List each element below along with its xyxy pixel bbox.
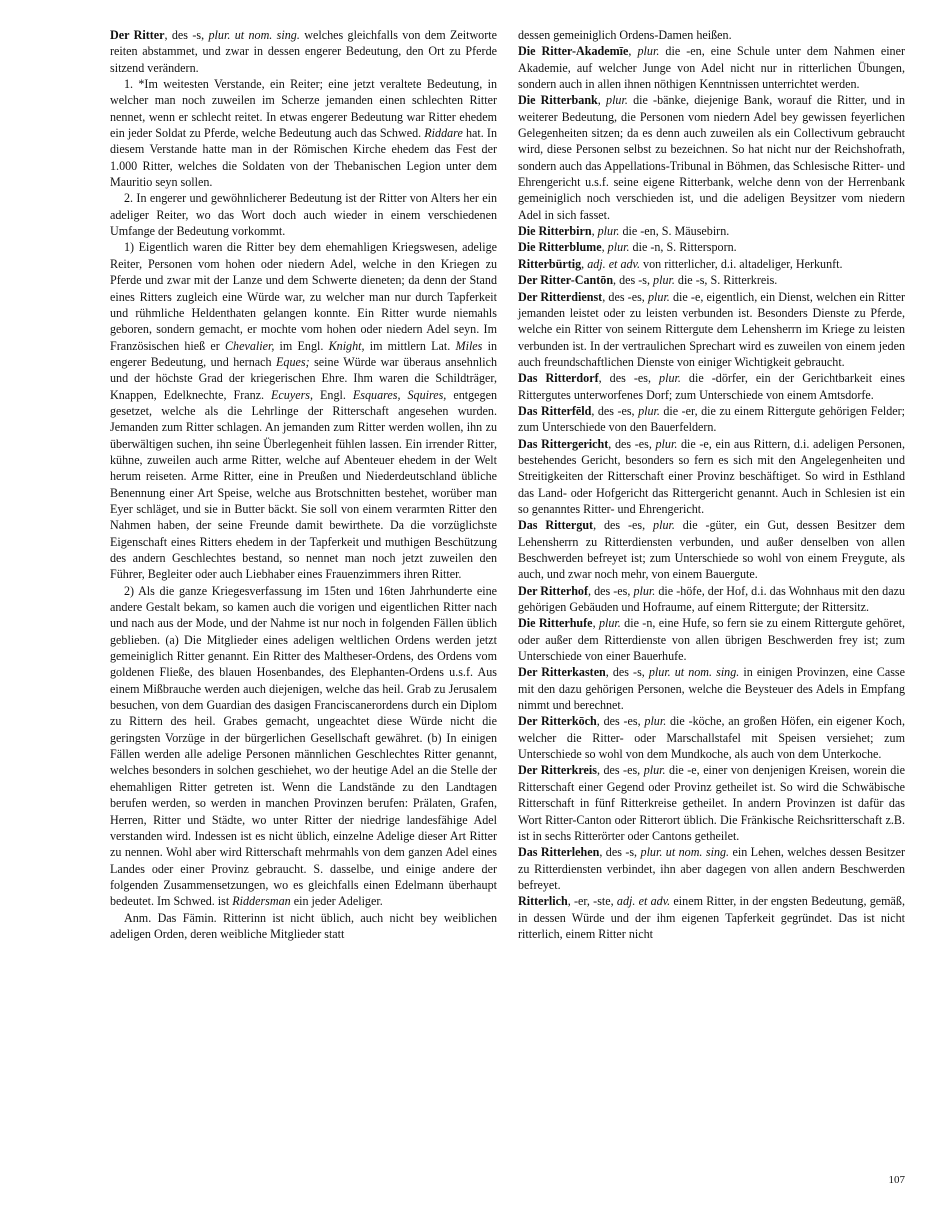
- grammar-note: plur. ut nom. sing.: [640, 845, 730, 860]
- body-text: im Engl.: [274, 338, 329, 353]
- body-text: ,: [592, 616, 599, 631]
- page-number: 107: [888, 1174, 905, 1186]
- paragraph: [110, 76, 497, 190]
- body-text: die -s, S. Ritterkreis.: [674, 273, 778, 288]
- dictionary-entry: [518, 256, 905, 272]
- grammar-note: Riddersman: [232, 894, 291, 909]
- body-text: , des -es,: [593, 518, 654, 533]
- body-text: die -köche, an großen Höfen, ein eigener Koch, welcher die Ritter- oder Marschallstafel mit Speisen versiehet; zum Unterschiede so wohl von dem Mundkoche, als auch von dem Unterkoche.: [518, 714, 905, 762]
- dictionary-entry: [518, 844, 905, 893]
- headword: Die Ritterbank: [518, 93, 598, 108]
- body-text: ein Lehen, welches dessen Besitzer zu Ritterdiensten verbindet, ihn aber dagegen von allen andern Beschwerden befreyet.: [518, 845, 905, 892]
- paragraph: [110, 910, 497, 943]
- headword: Der Ritterkasten: [518, 665, 606, 680]
- dictionary-entry: [518, 223, 905, 239]
- body-text: im mittlern Lat.: [364, 338, 456, 353]
- body-text: , des -es,: [598, 371, 660, 386]
- body-text: die -e, ein aus Rittern, d.i. adeligen Personen, bestehendes Gericht, besonders so fern es sich mit den Angelegenheiten und Streitigkeiten der Ritterschaft einer Provinz beschäftiget. So wird in Esthland das Land- oder Hofgericht das Rittergericht genannt. Auch in Schlesien ist ein so genanntes Ritter- und Ehrengericht.: [518, 436, 905, 516]
- body-text: die -e, eigentlich, ein Dienst, welchen ein Ritter jemanden leistet oder zu leisten verbunden ist. Besonders Dienste zu Pferde, welche ein Ritter von seinem Rittergute dem Lehensherrn im Kriege zu leisten verbunden ist. In der vertraulichen Sprechart wird es zuweilen von einem jeden auch freundschaftlichen Dienste von einiger Wichtigkeit gebraucht.: [518, 289, 906, 369]
- body-text: die -n, S. Rittersporn.: [629, 240, 737, 255]
- grammar-note: Miles: [455, 338, 483, 353]
- body-text: , -er, -ste,: [567, 894, 617, 909]
- grammar-note: plur.: [638, 403, 660, 418]
- body-text: ,: [591, 224, 598, 239]
- paragraph: [110, 239, 497, 582]
- body-text: die -bänke, diejenige Bank, worauf die Ritter, und in weiterer Bedeutung, die Personen vom niedern Adel bey gewissen feyerlichen Gelegenheiten sitzen; da es denn auch zuweilen als ein Collectivum gebraucht wird, diese Personen selbst zu bezeichnen. So hat nicht nur der Reichshofrath, sondern auch das Appellations-Tribunal in Böhmen, das Schlesische Ritter- und Ehrengericht u.s.f. seine eigene Ritterbank, welche denn von der Herrenbank gemeiniglich noch verschieden ist, und die adeligen Beysitzer vom niedern Adel in sich fasset.: [518, 93, 905, 222]
- body-text: , des -es,: [588, 583, 634, 598]
- headword: Die Ritterhufe: [518, 616, 593, 631]
- body-text: welches gleichfalls von dem Zeitworte reiten abstammet, und zwar in dessen engerer Bedeutung, den Ort zu Pferde sitzend verändern.: [110, 28, 497, 75]
- body-text: die -e, einer von denjenigen Kreisen, worein die Ritterschaft einer Gegend oder Provinz getheilet ist. So wird die Schwäbische Ritterschaft in fünf Ritterkreise getheilet. In andern Provinzen ist dafür das Wort Ritter-Canton oder Ritterort üblich. Die Fränkische Reichsritterschaft z.B. ist in sechs Ritterörter oder Cantons getheilet.: [518, 763, 905, 843]
- grammar-note: plur. ut nom. sing.: [648, 665, 740, 680]
- headword: Der Ritterkreis: [518, 763, 597, 778]
- grammar-note: Esquares, Squires,: [352, 387, 447, 402]
- body-text: die -n, eine Hufe, so fern sie zu einem Rittergute gehöret, oder außer dem Ritterdienste von allen übrigen Beschwerden frey ist; zum Unterschiede von einer Bauerhufe.: [518, 616, 906, 664]
- dictionary-entry: [518, 583, 905, 616]
- body-text: ,: [601, 240, 608, 255]
- grammar-note: plur.: [647, 289, 670, 304]
- body-text: die -en, eine Schule unter dem Nahmen einer Akademie, auf welcher Junge von Adel nicht nur in ritterlichen Übungen, sondern auch in allen ihnen nöthigen Kenntnissen unterrichtet werden.: [518, 44, 906, 92]
- body-text: in engerer Bedeutung, und hernach: [110, 338, 497, 369]
- body-text: Anm. Das Fämin. Ritterinn ist nicht üblich, auch nicht bey weiblichen adeligen Orden, deren weibliche Mitglieder statt: [110, 910, 497, 941]
- grammar-note: plur.: [606, 93, 628, 108]
- grammar-note: adj. et adv.: [616, 894, 671, 909]
- headword: Ritterlich: [518, 894, 568, 909]
- body-text: , des -s,: [599, 845, 641, 860]
- body-text: in einigen Provinzen, eine Casse mit den dazu gehörigen Personen, welche die Beysteuer des Adels in Empfang nimmt und berechnet.: [518, 665, 905, 713]
- grammar-note: plur.: [659, 371, 681, 386]
- grammar-note: plur.: [637, 44, 660, 59]
- grammar-note: adj. et adv.: [587, 256, 641, 271]
- grammar-note: plur.: [597, 224, 620, 239]
- body-text: seine Würde war überaus ansehnlich und der höchste Grad der kriegerischen Ehre. Ihm waren die Schildträger, Knappen, Edelknechte, Franz.: [110, 354, 497, 402]
- left-column: [110, 27, 497, 942]
- grammar-note: plur.: [607, 240, 630, 255]
- dictionary-entry: [518, 92, 905, 223]
- dictionary-entry: [518, 615, 905, 664]
- body-text: , des -es,: [596, 763, 644, 778]
- right-column: [518, 27, 905, 942]
- dictionary-entry: [518, 664, 905, 713]
- body-text: , des -es,: [608, 436, 656, 451]
- body-text: dessen gemeiniglich Ordens-Damen heißen.: [518, 28, 732, 42]
- grammar-note: plur. ut nom. sing.: [208, 28, 300, 42]
- body-text: einem Ritter, in der engsten Bedeutung, gemäß, in dessen Würde und der ihm eigenen Tapferkeit gegründet. Das ist nicht ritterlich, einem Ritter nicht: [518, 894, 905, 941]
- dictionary-entry: [518, 403, 905, 436]
- headword: Das Rittergut: [518, 518, 594, 533]
- headword: Der Ritterhof: [518, 583, 588, 598]
- dictionary-entry: [110, 27, 497, 76]
- grammar-note: Knight,: [328, 338, 365, 353]
- body-text: , des -s,: [164, 28, 209, 42]
- body-text: 1) Eigentlich waren die Ritter bey dem ehemahligen Kriegswesen, adelige Reiter, Personen vom hohen oder niedern Adel, welche in den Kriegen zu Pferde und zwar mit der Lanze und dem Schwerte dieneten; da denn der Stand eines Ritters zugleich eine Würde war, zu welcher man nur durch Tapferkeit und rühmliche Heldenthaten gelangen konnte. Ein Ritter wurde niemahls geboren, sondern gemacht, er mochte vom hohen oder niedern Adel seyn. Im Französischen hieß er: [110, 240, 497, 353]
- headword: Ritterbürtig: [518, 256, 582, 271]
- headword: Das Ritterdorf: [518, 371, 599, 386]
- headword: Die Ritterblume: [518, 240, 602, 255]
- headword: Das Ritterfēld: [518, 403, 592, 418]
- dictionary-entry: [518, 289, 905, 371]
- body-text: , des -s,: [605, 665, 649, 680]
- body-text: entgegen gesetzet, welche als die Lehrlinge der Ritterschaft angesehen wurden. Jemanden zum Ritter schlagen. An jemanden zum Ritter werden wollen, ihn zu überwältigen suchen, ihn seine Überlegenheit fühlen lassen. Ein irrender Ritter, kühne, zuweilen auch arme Ritter, welche auf Abenteuer ehedem in der Welt herum reiseten. Arme Ritter, eine in Preußen und Niederdeutschland übliche Benennung einer Art Speise, welche aus Brotschnitten bestehet, worüber man Eyer schläget, und sie in Butter bäckt. Sie soll von einem verarmten Ritter den Nahmen haben, der seine Freunde damit bewirthete. Da die vorzüglichste Eigenschaft eines Ritters ehedem in der Tapferkeit und muthigen Beschützung des andern Geschlechtes bestand, so nennet man noch jetzt zuweilen den Führer, Begleiter oder auch Liebhaber eines Frauenzimmers ihren Ritter.: [110, 387, 497, 582]
- headword: Das Rittergericht: [518, 436, 609, 451]
- grammar-note: plur.: [644, 714, 667, 729]
- body-text: hat. In diesem Verstande hatte man in der Römischen Kirche ehedem das Fest der 1.000 Ritter, welches die Soldaten von der Thebanischen Legion unter dem Mauritio seyn sollen.: [110, 126, 497, 190]
- body-text: die -höfe, der Hof, d.i. das Wohnhaus mit den dazu gehörigen Gebäuden und Hofraume, auf einem Rittergute; der Rittersitz.: [518, 583, 905, 615]
- headword: Der Ritter-Cantōn: [518, 273, 614, 288]
- grammar-note: plur.: [598, 616, 621, 631]
- body-text: ,: [581, 256, 588, 271]
- headword: Der Ritterkōch: [518, 714, 597, 729]
- dictionary-entry: [518, 43, 905, 92]
- body-text: ,: [628, 44, 638, 59]
- body-text: die -güter, ein Gut, dessen Besitzer dem Lehensherrn zu Ritterdiensten verbunden, und außer denselben von allen Beschwerden befreyet ist; zum Unterschiede so wohl von einem Freygute, als auch, und zwar noch mehr, von einem Bauergute.: [518, 518, 905, 582]
- body-text: ein jeder Adeliger.: [290, 894, 383, 909]
- body-text: , des -es,: [591, 403, 639, 418]
- dictionary-entry: [518, 517, 905, 582]
- body-text: , des -es,: [596, 714, 645, 729]
- headword: Das Ritterlehen: [518, 845, 600, 860]
- grammar-note: plur.: [653, 518, 675, 533]
- paragraph: [518, 27, 905, 43]
- headword: Die Ritter-Akademīe: [518, 44, 629, 59]
- grammar-note: Ecuyers,: [271, 387, 314, 402]
- grammar-note: plur.: [633, 583, 656, 598]
- paragraph: [110, 190, 497, 239]
- body-text: 1. *Im weitesten Verstande, ein Reiter; eine jetzt veraltete Bedeutung, in welcher man noch zuweilen im Scherze jemanden einen schlechten Ritter nennet, wenn er schlecht reitet. In etwas engerer Bedeutung war Ritter ehedem ein jeder Soldat zu Pferde, welche Bedeutung auch das Schwed.: [110, 77, 497, 141]
- dictionary-entry: [518, 370, 905, 403]
- grammar-note: Eques;: [276, 354, 310, 369]
- body-text: die -dörfer, ein der Gerichtbarkeit eines Rittergutes unterworfenes Dorf; zum Unterschiede von einem Amtsdorfe.: [518, 371, 905, 402]
- grammar-note: Chevalier,: [224, 338, 275, 353]
- dictionary-entry: [518, 239, 905, 255]
- body-text: Engl.: [313, 387, 353, 402]
- headword: Die Ritterbirn: [518, 224, 592, 239]
- dictionary-entry: [518, 713, 905, 762]
- headword: Der Ritterdienst: [518, 289, 603, 304]
- body-text: die -er, die zu einem Rittergute gehörigen Felder; zum Unterschiede von den Bauerfeldern.: [518, 403, 905, 435]
- dictionary-entry: [518, 272, 905, 288]
- body-text: von ritterlicher, d.i. altadeliger, Herkunft.: [640, 256, 843, 271]
- grammar-note: plur.: [653, 273, 675, 288]
- body-text: 2. In engerer und gewöhnlicherer Bedeutung ist der Ritter von Alters her ein adeliger Reiter, wo das Wort doch auch wieder in einem verschiedenen Umfange der Bedeutung vorkommt.: [110, 191, 497, 239]
- dictionary-entry: [518, 762, 905, 844]
- body-text: , des -s,: [613, 273, 654, 288]
- paragraph: [110, 583, 497, 910]
- grammar-note: Riddare: [424, 126, 463, 141]
- dictionary-entry: [518, 893, 905, 942]
- body-text: , des -es,: [602, 289, 648, 304]
- grammar-note: plur.: [643, 763, 666, 778]
- grammar-note: plur.: [655, 436, 678, 451]
- body-text: die -en, S. Mäusebirn.: [619, 224, 730, 239]
- headword: Der Ritter: [110, 28, 165, 42]
- body-text: 2) Als die ganze Kriegesverfassung im 15ten und 16ten Jahrhunderte eine andere Gestalt bekam, so kamen auch die vorigen und eigentlichen Ritter nach und nach aus der Mode, und der Nahme ist nur noch in folgenden Fällen üblich geblieben. (a) Die Mitglieder eines adeligen weltlichen Ordens werden jetzt gemeiniglich Ritter genannt. Ein Ritter des Maltheser-Ordens, des Ordens vom goldenen Fließe, des blauen Hosenbandes, des Elephanten-Ordens u.s.f. Aus einem Mißbrauche werden auch diejenigen, welche das heil. Grab zu Jerusalem besuchen, von dem Guardian des dasigen Franciscanerordens durch ein Diplom zu Rittern des heil. Grabes gemacht, ungeachtet diese Würde nicht die geringsten Vorzüge in der bürgerlichen Gesellschaft gewähret. (b) In einigen Fällen werden alle adelige Personen männlichen Geschlechtes Ritter genannt, welches besonders in solchen geschiehet, wo der heutige Adel an die Stelle der ehemahligen Ritter getreten ist. Wenn die Landstände zu den Landtagen berufen werden, so werden in manchen Provinzen berufen: Prälaten, Grafen, Herren, Ritter und Städte, wo unter Ritter der niedrige landesfähige Adel verstanden wird. Indessen ist es nicht üblich, einzelne Adelige dieser Art Ritter zu nennen. Wohl aber wird Ritterschaft mehrmahls von dem ganzen Adel eines Landes oder einer Provinz gebraucht. S. dasselbe, und einige andere der folgenden Zusammensetzungen, wo es gleichfalls einen Edelmann überhaupt bedeutet. Im Schwed. ist: [110, 583, 497, 909]
- dictionary-entry: [518, 436, 905, 518]
- body-text: ,: [597, 93, 607, 108]
